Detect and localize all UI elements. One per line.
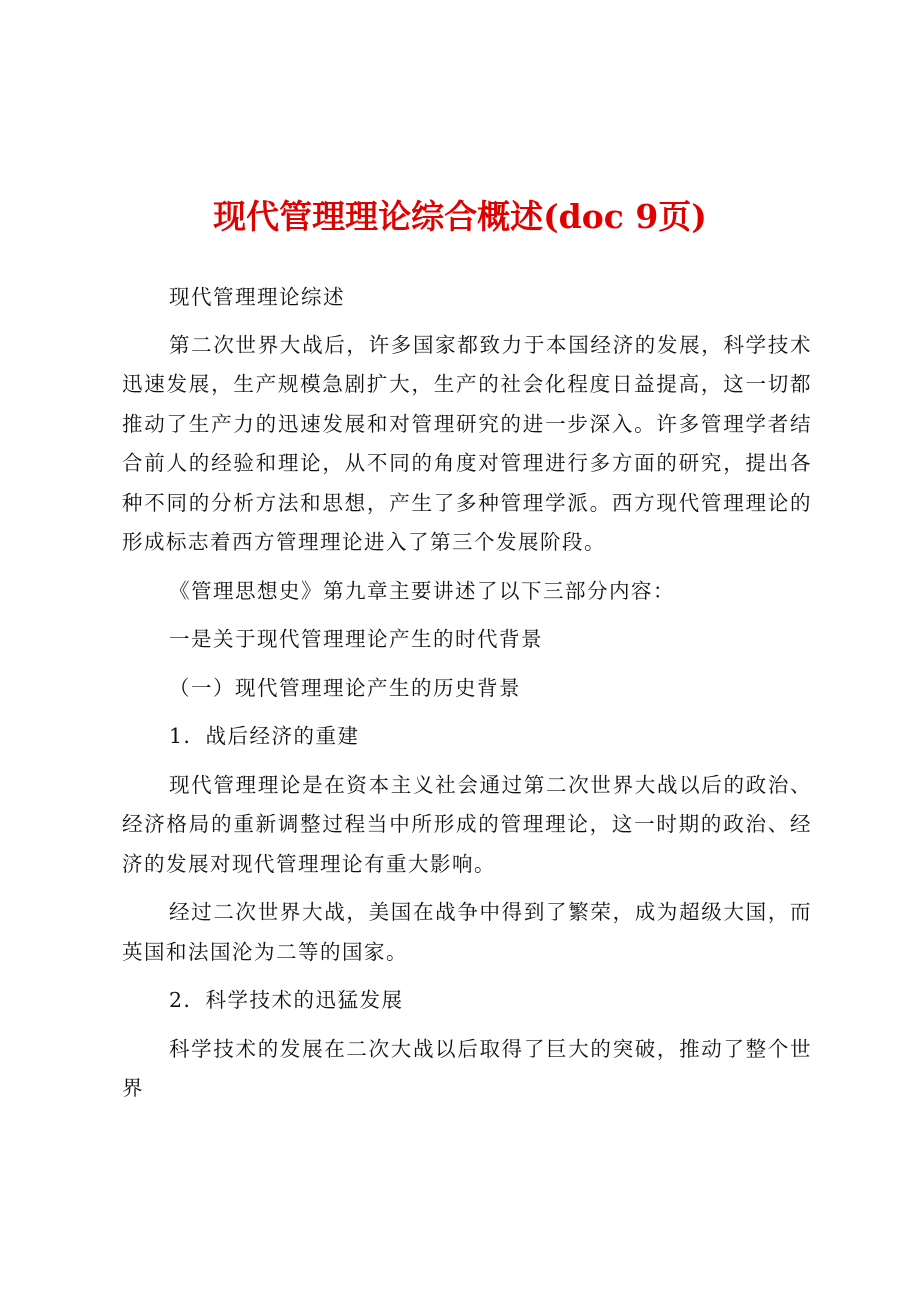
- paragraph-reconstruction: 现代管理理论是在资本主义社会通过第二次世界大战以后的政治、经济格局的重新调整过程当中所形成的管理理论，这一时期的政治、经济的发展对现代管理理论有重大影响。: [122, 772, 812, 876]
- paragraph-subsection-one: （一）现代管理理论产生的历史背景: [169, 675, 521, 700]
- paragraph-item-one: 1．战后经济的重建: [169, 724, 360, 748]
- paragraph-chapter: 《管理思想史》第九章主要讲述了以下三部分内容：: [169, 578, 675, 603]
- document-body: [122, 278, 812, 1109]
- paragraph-intro: 第二次世界大战后，许多国家都致力于本国经济的发展，科学技术迅速发展，生产规模急剧扩大，生产的社会化程度日益提高，这一切都推动了生产力的迅速发展和对管理研究的进一步深入。许多管理学者结合前人的经验和理论，从不同的角度对管理进行多方面的研究，提出各种不同的分析方法和思想，产生了多种管理学派。西方现代管理理论的形成标志着西方管理理论进入了第三个发展阶段。: [122, 332, 812, 554]
- paragraph-section-one: 一是关于现代管理理论产生的时代背景: [169, 627, 543, 651]
- paragraph-science: 科学技术的发展在二次大战以后取得了巨大的突破，推动了整个世界: [122, 1036, 812, 1100]
- paragraph-item-two: 2．科学技术的迅猛发展: [169, 988, 404, 1012]
- paragraph-postwar: 经过二次世界大战，美国在战争中得到了繁荣，成为超级大国，而英国和法国沦为二等的国家。: [122, 900, 812, 964]
- document-title: 现代管理理论综合概述(doc 9页): [213, 197, 707, 236]
- paragraph-heading: 现代管理理论综述: [169, 285, 345, 309]
